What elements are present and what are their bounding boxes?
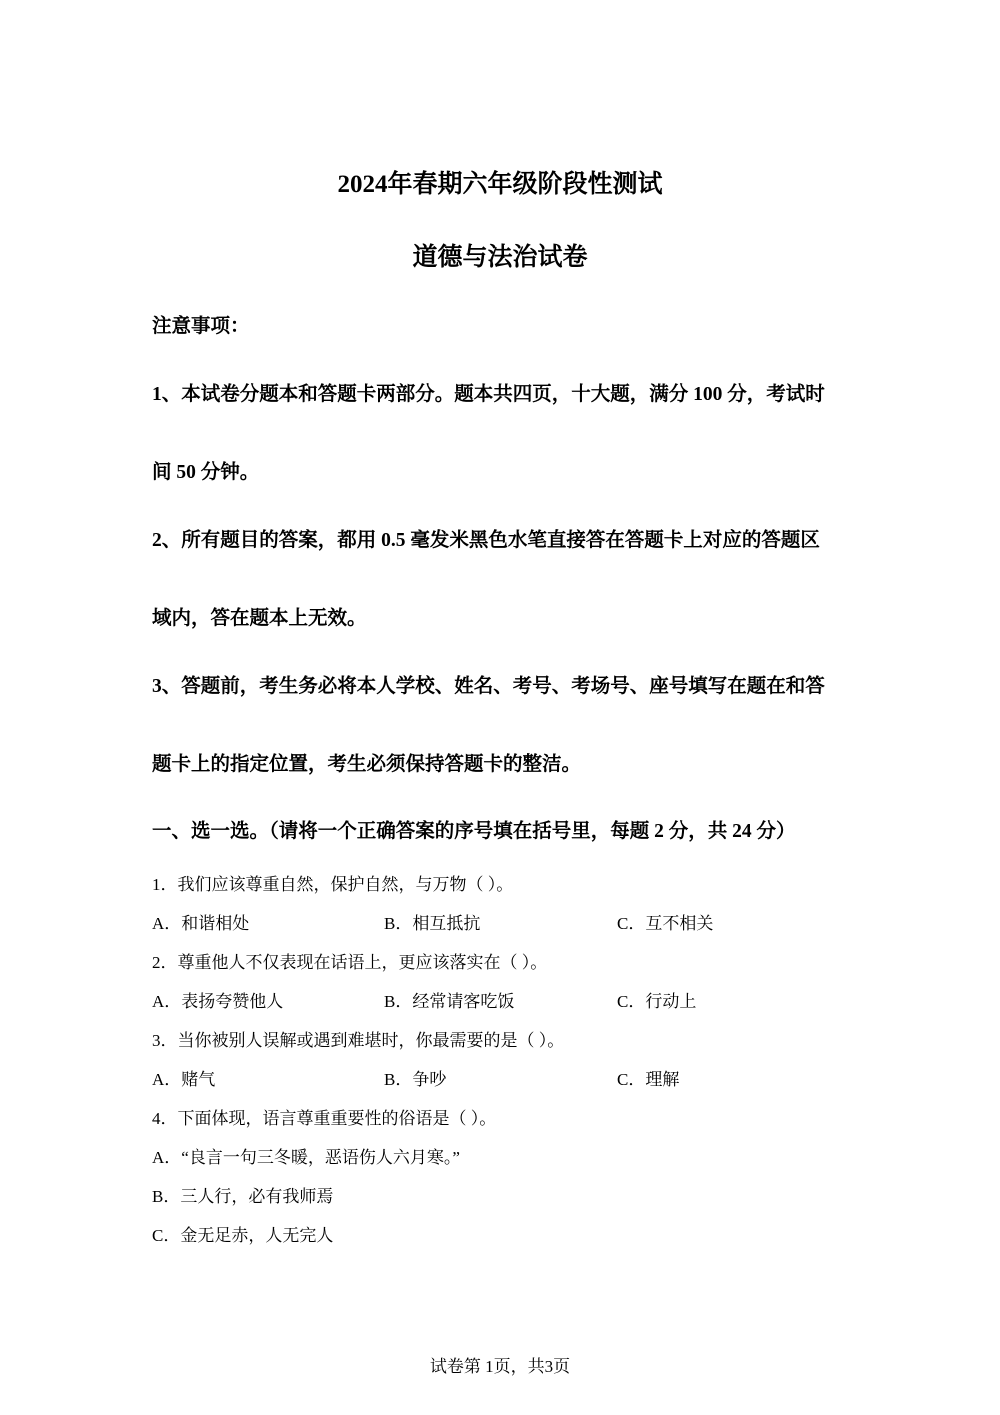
question-3-option-c: C．理解 [617,1070,680,1089]
question-2-option-c: C．行动上 [617,992,697,1011]
question-2-stem: 2．尊重他人不仅表现在话语上，更应该落实在（ ）。 [152,953,548,972]
question-1-option-b: B．相互抵抗 [384,914,481,933]
note-3-line-2: 题卡上的指定位置，考生必须保持答题卡的整洁。 [152,754,582,775]
question-1-option-a: A．和谐相处 [152,914,250,933]
notes-heading: 注意事项： [152,316,250,337]
question-3-option-a: A．赌气 [152,1070,216,1089]
question-4-option-a: A．“良言一句三冬暖，恶语伤人六月寒。” [152,1148,460,1167]
question-4-stem: 4．下面体现，语言尊重重要性的俗语是（ ）。 [152,1109,497,1128]
note-2-line-2: 域内，答在题本上无效。 [152,608,367,629]
note-2-line-1: 2、所有题目的答案，都用 0.5 毫发米黑色水笔直接答在答题卡上对应的答题区 [152,530,820,551]
note-1-line-2: 间 50 分钟。 [152,462,260,483]
section-1-heading: 一、选一选。（请将一个正确答案的序号填在括号里，每题 2 分，共 24 分） [152,821,796,842]
question-4-option-c: C．金无足赤，人无完人 [152,1226,334,1245]
question-1-stem: 1．我们应该尊重自然，保护自然，与万物（ ）。 [152,875,514,894]
question-2-option-a: A．表扬夸赞他人 [152,992,284,1011]
note-1-line-1: 1、本试卷分题本和答题卡两部分。题本共四页，十大题，满分 100 分，考试时 [152,384,825,405]
question-1-option-c: C．互不相关 [617,914,714,933]
question-4-option-b: B．三人行，必有我师焉 [152,1187,334,1206]
question-3-stem: 3．当你被别人误解或遇到难堪时，你最需要的是（ ）。 [152,1031,565,1050]
page-subtitle: 道德与法治试卷 [412,244,588,271]
question-3-option-b: B．争吵 [384,1070,447,1089]
page-title: 2024年春期六年级阶段性测试 [337,171,663,198]
page-footer: 试卷第 1页，共3页 [429,1357,571,1376]
note-3-line-1: 3、答题前，考生务必将本人学校、姓名、考号、考场号、座号填写在题在和答 [152,676,825,697]
question-2-option-b: B．经常请客吃饭 [384,992,515,1011]
